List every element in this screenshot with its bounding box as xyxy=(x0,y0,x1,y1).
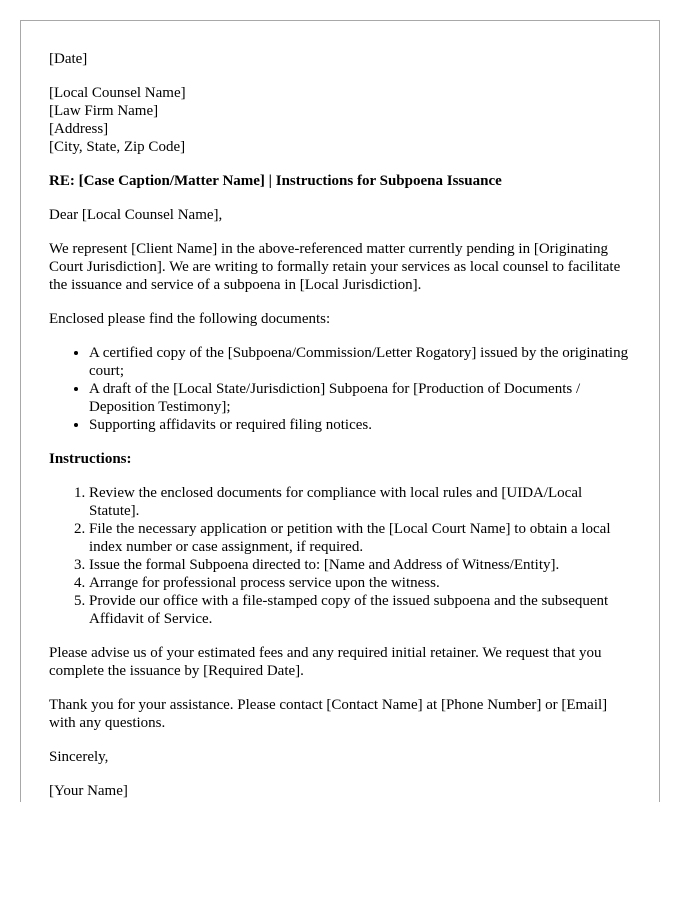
intro-paragraph: We represent [Client Name] in the above-referenced matter currently pending in [Originating Court Jurisdiction]. We are writing to formally retain your services as local counsel to facilitate the issuance and service of a subpoena in [Local Jurisdiction]. xyxy=(49,241,621,293)
letter-page xyxy=(20,20,660,802)
recipient-address-block xyxy=(49,84,631,156)
list-item: 1. Review the enclosed documents for compliance with local rules and [UIDA/Local Statute]. xyxy=(89,484,631,520)
recipient-firm: [Law Firm Name] xyxy=(49,103,159,119)
closing: Sincerely, xyxy=(49,749,109,765)
fees-paragraph: Please advise us of your estimated fees and any required initial retainer. We request that you complete the issuance by [Required Date]. xyxy=(49,645,602,679)
list-item: • A draft of the [Local State/Jurisdiction] Subpoena for [Production of Documents / Deposition Testimony]; xyxy=(89,380,631,416)
salutation: Dear [Local Counsel Name], xyxy=(49,207,223,223)
list-item: 5. Provide our office with a file-stamped copy of the issued subpoena and the subsequent Affidavit of Service. xyxy=(89,592,631,628)
recipient-city-state-zip: [City, State, Zip Code] xyxy=(49,139,186,155)
enclosed-documents-list xyxy=(49,344,631,434)
list-item: 3. Issue the formal Subpoena directed to: [Name and Address of Witness/Entity]. xyxy=(89,556,631,574)
thanks-paragraph: Thank you for your assistance. Please contact [Contact Name] at [Phone Number] or [Email] with any questions. xyxy=(49,697,608,731)
re-line: RE: [Case Caption/Matter Name] | Instructions for Subpoena Issuance xyxy=(49,173,502,189)
enclosed-intro: Enclosed please find the following documents: xyxy=(49,311,331,327)
list-item: 4. Arrange for professional process service upon the witness. xyxy=(89,574,631,592)
instructions-list xyxy=(49,484,631,628)
recipient-name: [Local Counsel Name] xyxy=(49,85,186,101)
list-item: • A certified copy of the [Subpoena/Commission/Letter Rogatory] issued by the originating court; xyxy=(89,344,631,380)
recipient-address: [Address] xyxy=(49,121,109,137)
list-item: • Supporting affidavits or required filing notices. xyxy=(89,416,631,434)
instructions-heading: Instructions: xyxy=(49,451,132,467)
signature-name: [Your Name] xyxy=(49,783,128,799)
list-item: 2. File the necessary application or petition with the [Local Court Name] to obtain a local index number or case assignment, if required. xyxy=(89,520,631,556)
letter-date: [Date] xyxy=(49,51,88,67)
